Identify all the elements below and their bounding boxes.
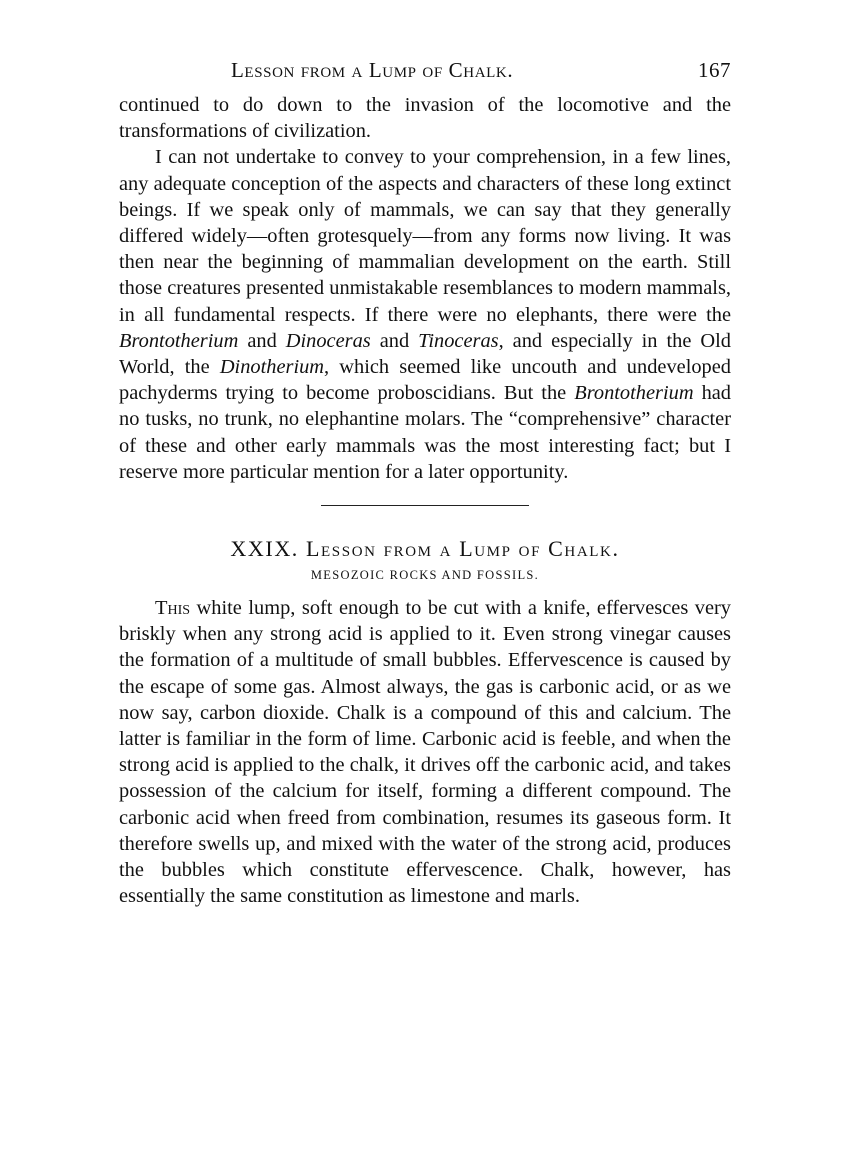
running-head bbox=[119, 58, 731, 92]
book-page bbox=[119, 58, 731, 909]
chapter-heading: XXIX. Lesson from a Lump of Chalk. bbox=[230, 536, 620, 562]
italic-term: Dinoceras bbox=[285, 329, 371, 352]
chalk-body-text: white lump, soft enough to be cut with a knife, effervesces very briskly when any strong acid is applied to it. Even strong vinegar causes the formation of a multitude of small bubbles. Effervescence is caused by the escape of some gas. Almost always, the gas is carbonic acid, or as we now say, carbon dioxide. Chalk is a compound of this and calcium. The latter is familiar in the form of lime. Carbonic acid is feeble, and when the strong acid is applied to the chalk, it drives off the carbonic acid, and takes possession of the calcium for itself, forming a different compound. The carbonic acid when freed from combination, resumes its gaseous form. It therefore swells up, and mixed with the water of the strong acid, produces the bubbles which constitute effervescence. Chalk, however, has essentially the same constitution as limestone and marls. bbox=[119, 597, 731, 908]
text-run: I can not undertake to convey to your comprehension, in a few lines, any adequate conception of the aspects and characters of these long extinct beings. If we speak only of mammals, we can say that they generally differed widely—often grotesquely—from any forms now living. It was then near the beginning of mammalian development on the earth. Still those creatures presented unmistakable resemblances to modern mammals, in all fundamental respects. If there were no elephants, there were the bbox=[119, 146, 731, 326]
lead-word: This bbox=[155, 597, 191, 620]
text-run: , and especially in the Old World, the bbox=[119, 329, 731, 379]
text-run: and bbox=[238, 329, 286, 352]
section-divider bbox=[321, 505, 529, 506]
page-number: 167 bbox=[698, 58, 731, 82]
paragraph-extinct-mammals bbox=[119, 144, 731, 485]
running-title: Lesson from a Lump of Chalk. bbox=[231, 58, 514, 82]
paragraph-continued bbox=[119, 92, 731, 144]
text-run: , which seemed like uncouth and undeveloped pachyderms trying to become proboscidians. But the bbox=[119, 356, 731, 405]
chapter-subheading: MESOZOIC ROCKS AND FOSSILS. bbox=[310, 568, 540, 583]
text-run: had no tusks, no trunk, no elephantine molars. The “comprehensive” character of these and other early mammals was the most interesting fact; but I reserve more particular mention for a later opportunity. bbox=[119, 382, 732, 483]
italic-term: Tinoceras bbox=[418, 329, 499, 352]
text-run: continued to do down to the invasion of the locomotive and the transformations of civilization. bbox=[119, 94, 731, 143]
italic-term: Dinotherium bbox=[219, 356, 325, 379]
italic-term: Brontotherium bbox=[574, 382, 694, 405]
text-run: and bbox=[370, 329, 419, 352]
paragraph-chalk bbox=[119, 595, 731, 909]
italic-term: Brontotherium bbox=[119, 329, 239, 352]
